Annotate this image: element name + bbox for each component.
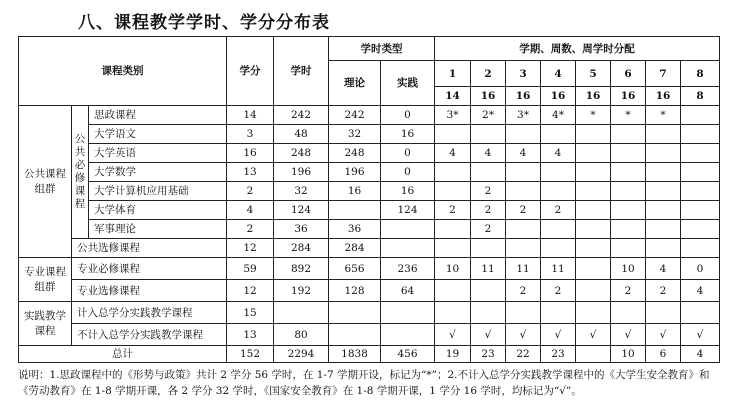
- page-title: 八、课程教学学时、学分分布表: [78, 13, 330, 33]
- cell-credits: 14: [227, 106, 274, 125]
- cell-semester: [681, 220, 720, 239]
- header-credits: 学分: [227, 37, 274, 106]
- cell-semester: [576, 280, 611, 302]
- cell-semester: [646, 220, 681, 239]
- semester-weeks: 16: [576, 87, 611, 106]
- cell-practice: [381, 302, 435, 324]
- cell-semester: [471, 163, 506, 182]
- group-public-label: 公共课程组群: [24, 167, 66, 195]
- cell-credits: 12: [227, 239, 274, 258]
- semester-number: 4: [541, 61, 576, 87]
- cell-semester: 10: [435, 258, 471, 280]
- cell-semester: [435, 280, 471, 302]
- cell-semester: [681, 144, 720, 163]
- cell-practice: 64: [381, 280, 435, 302]
- cell-semester: [646, 163, 681, 182]
- cell-credits: 4: [227, 201, 274, 220]
- cell-semester: [646, 125, 681, 144]
- cell-semester: [541, 125, 576, 144]
- cell-semester: [541, 239, 576, 258]
- footnote: 说明：1.思政课程中的《形势与政策》共计 2 学分 56 学时，在 1-7 学期开设，标记为“*”；2.不计入总学分实践教学课程中的《大学生安全教育》和《劳动教育》在 1-8 学期开课，各 2 学分 32 学时，《国家安全教育》在 1-8 学期开课，1 学分 16 学时，均标记为“√”。: [18, 369, 710, 397]
- cell-hours: 192: [274, 280, 329, 302]
- cell-semester: [681, 182, 720, 201]
- cell-theory: [329, 302, 381, 324]
- cell-semester: [435, 182, 471, 201]
- cell-semester: [611, 144, 646, 163]
- semester-number: 2: [471, 61, 506, 87]
- cell-semester: [681, 302, 720, 324]
- group-public: [19, 106, 72, 258]
- cell-credits: 12: [227, 280, 274, 302]
- cell-semester: [576, 302, 611, 324]
- course-name: 大学英语: [89, 144, 227, 163]
- cell-practice: 236: [381, 258, 435, 280]
- cell-semester: 2: [541, 280, 576, 302]
- cell-semester: 11: [506, 258, 541, 280]
- cell-semester: 23: [541, 346, 576, 363]
- cell-semester: 23: [471, 346, 506, 363]
- cell-semester: 3*: [506, 106, 541, 125]
- semester-weeks: 8: [681, 87, 720, 106]
- cell-semester: 2: [506, 280, 541, 302]
- table-row: [19, 302, 720, 324]
- cell-credits: 59: [227, 258, 274, 280]
- cell-semester: [506, 182, 541, 201]
- group-public-required-label: 公共必修课程: [74, 133, 86, 210]
- cell-semester: 11: [541, 258, 576, 280]
- cell-theory: [329, 324, 381, 346]
- cell-semester: [576, 125, 611, 144]
- cell-semester: 2: [611, 280, 646, 302]
- cell-semester: [611, 201, 646, 220]
- cell-practice: 16: [381, 125, 435, 144]
- cell-practice: 0: [381, 163, 435, 182]
- cell-theory: 196: [329, 163, 381, 182]
- cell-semester: 4: [646, 258, 681, 280]
- cell-practice: [381, 324, 435, 346]
- cell-credits: 13: [227, 324, 274, 346]
- course-name: 计入总学分实践教学课程: [72, 302, 227, 324]
- cell-semester: √: [576, 324, 611, 346]
- table-row: [19, 125, 720, 144]
- cell-semester: [611, 302, 646, 324]
- cell-semester: 4: [681, 346, 720, 363]
- cell-semester: [681, 239, 720, 258]
- cell-practice: 0: [381, 144, 435, 163]
- semester-number: 3: [506, 61, 541, 87]
- group-practice-label: 实践教学课程: [24, 309, 66, 337]
- cell-semester: [576, 144, 611, 163]
- cell-semester: √: [471, 324, 506, 346]
- cell-semester: 22: [506, 346, 541, 363]
- cell-semester: [506, 302, 541, 324]
- table-row: [19, 280, 720, 302]
- table-row: [19, 220, 720, 239]
- cell-semester: [435, 302, 471, 324]
- course-name: 思政课程: [89, 106, 227, 125]
- cell-semester: √: [506, 324, 541, 346]
- table-row-total: [19, 346, 720, 363]
- cell-credits: 2: [227, 182, 274, 201]
- cell-semester: *: [646, 106, 681, 125]
- cell-semester: *: [611, 106, 646, 125]
- cell-semester: [471, 280, 506, 302]
- cell-semester: [681, 125, 720, 144]
- course-name: 专业必修课程: [72, 258, 227, 280]
- cell-semester: [576, 346, 611, 363]
- cell-theory: [329, 201, 381, 220]
- cell-practice: [381, 239, 435, 258]
- cell-hours: [274, 302, 329, 324]
- header-theory: 理论: [329, 61, 381, 106]
- cell-credits: 15: [227, 302, 274, 324]
- semester-weeks: 16: [506, 87, 541, 106]
- semester-number: 7: [646, 61, 681, 87]
- cell-semester: 2*: [471, 106, 506, 125]
- cell-semester: 4: [681, 280, 720, 302]
- header-hours: 学时: [274, 37, 329, 106]
- cell-practice: 16: [381, 182, 435, 201]
- semester-weeks: 16: [611, 87, 646, 106]
- cell-credits: 13: [227, 163, 274, 182]
- course-name: 公共选修课程: [72, 239, 227, 258]
- cell-semester: 2: [541, 201, 576, 220]
- cell-semester: √: [435, 324, 471, 346]
- cell-theory: 248: [329, 144, 381, 163]
- cell-semester: [506, 125, 541, 144]
- cell-semester: [541, 302, 576, 324]
- cell-hours: 892: [274, 258, 329, 280]
- cell-semester: 4*: [541, 106, 576, 125]
- cell-semester: √: [681, 324, 720, 346]
- cell-semester: [541, 182, 576, 201]
- total-label: 总计: [19, 346, 227, 363]
- cell-semester: 0: [681, 258, 720, 280]
- cell-hours: 32: [274, 182, 329, 201]
- course-name: 专业选修课程: [72, 280, 227, 302]
- cell-semester: [646, 201, 681, 220]
- cell-hours: 196: [274, 163, 329, 182]
- cell-hours: 2294: [274, 346, 329, 363]
- cell-semester: [576, 220, 611, 239]
- header-hour-type: 学时类型: [329, 37, 435, 61]
- group-public-required: [72, 106, 89, 239]
- course-name: 大学体育: [89, 201, 227, 220]
- cell-semester: [646, 302, 681, 324]
- course-name: 大学语文: [89, 125, 227, 144]
- cell-semester: [611, 239, 646, 258]
- cell-semester: [471, 239, 506, 258]
- cell-semester: [611, 163, 646, 182]
- cell-hours: 242: [274, 106, 329, 125]
- cell-semester: [435, 239, 471, 258]
- cell-credits: 16: [227, 144, 274, 163]
- cell-theory: 128: [329, 280, 381, 302]
- cell-theory: 242: [329, 106, 381, 125]
- cell-semester: [576, 163, 611, 182]
- cell-semester: √: [646, 324, 681, 346]
- cell-semester: [681, 106, 720, 125]
- cell-theory: 16: [329, 182, 381, 201]
- cell-semester: 10: [611, 346, 646, 363]
- semester-number: 6: [611, 61, 646, 87]
- cell-semester: [506, 239, 541, 258]
- cell-semester: [541, 220, 576, 239]
- cell-hours: 80: [274, 324, 329, 346]
- cell-semester: 11: [471, 258, 506, 280]
- cell-semester: [646, 239, 681, 258]
- group-professional-label: 专业课程组群: [24, 265, 66, 293]
- cell-semester: [576, 201, 611, 220]
- cell-semester: 2: [471, 182, 506, 201]
- cell-semester: 4: [471, 144, 506, 163]
- cell-semester: [611, 182, 646, 201]
- cell-practice: 456: [381, 346, 435, 363]
- semester-number: 1: [435, 61, 471, 87]
- cell-theory: 284: [329, 239, 381, 258]
- table-row: [19, 144, 720, 163]
- cell-hours: 48: [274, 125, 329, 144]
- cell-practice: [381, 220, 435, 239]
- cell-semester: *: [576, 106, 611, 125]
- cell-semester: [506, 220, 541, 239]
- cell-semester: [576, 182, 611, 201]
- cell-hours: 284: [274, 239, 329, 258]
- cell-semester: 2: [435, 201, 471, 220]
- cell-credits: 152: [227, 346, 274, 363]
- table-row: [19, 106, 720, 125]
- cell-hours: 36: [274, 220, 329, 239]
- header-practice: 实践: [381, 61, 435, 106]
- cell-hours: 248: [274, 144, 329, 163]
- semester-number: 8: [681, 61, 720, 87]
- table-row: [19, 201, 720, 220]
- table-row: [19, 324, 720, 346]
- cell-credits: 3: [227, 125, 274, 144]
- cell-practice: 124: [381, 201, 435, 220]
- cell-semester: √: [611, 324, 646, 346]
- cell-semester: [541, 163, 576, 182]
- cell-semester: [435, 220, 471, 239]
- semester-weeks: 16: [471, 87, 506, 106]
- cell-semester: [576, 239, 611, 258]
- cell-credits: 2: [227, 220, 274, 239]
- header-category: 课程类别: [19, 37, 227, 106]
- cell-semester: 2: [506, 201, 541, 220]
- group-professional: [19, 258, 72, 302]
- cell-semester: 3*: [435, 106, 471, 125]
- semester-weeks: 16: [646, 87, 681, 106]
- cell-semester: [435, 125, 471, 144]
- semester-number: 5: [576, 61, 611, 87]
- course-name: 不计入总学分实践教学课程: [72, 324, 227, 346]
- cell-semester: [646, 144, 681, 163]
- semester-weeks: 14: [435, 87, 471, 106]
- table-row: [19, 182, 720, 201]
- cell-theory: 1838: [329, 346, 381, 363]
- cell-theory: 656: [329, 258, 381, 280]
- table-row: [19, 163, 720, 182]
- cell-semester: [576, 258, 611, 280]
- cell-semester: [471, 302, 506, 324]
- cell-semester: 10: [611, 258, 646, 280]
- cell-semester: √: [541, 324, 576, 346]
- group-practice: [19, 302, 72, 346]
- cell-semester: [681, 201, 720, 220]
- header-semester-dist: 学期、周数、周学时分配: [435, 37, 720, 61]
- course-name: 大学计算机应用基础: [89, 182, 227, 201]
- cell-semester: 19: [435, 346, 471, 363]
- cell-semester: [681, 163, 720, 182]
- cell-semester: [611, 125, 646, 144]
- cell-theory: 36: [329, 220, 381, 239]
- cell-theory: 32: [329, 125, 381, 144]
- table-row: [19, 258, 720, 280]
- course-name: 军事理论: [89, 220, 227, 239]
- table-row: [19, 239, 720, 258]
- cell-semester: 2: [471, 201, 506, 220]
- course-name: 大学数学: [89, 163, 227, 182]
- cell-semester: [506, 163, 541, 182]
- cell-hours: 124: [274, 201, 329, 220]
- cell-semester: 6: [646, 346, 681, 363]
- cell-practice: 0: [381, 106, 435, 125]
- cell-semester: [646, 182, 681, 201]
- semester-weeks: 16: [541, 87, 576, 106]
- curriculum-table: [18, 36, 720, 363]
- cell-semester: [471, 125, 506, 144]
- cell-semester: 4: [506, 144, 541, 163]
- cell-semester: 2: [646, 280, 681, 302]
- cell-semester: 2: [471, 220, 506, 239]
- cell-semester: 4: [541, 144, 576, 163]
- cell-semester: 4: [435, 144, 471, 163]
- cell-semester: [611, 220, 646, 239]
- cell-semester: [435, 163, 471, 182]
